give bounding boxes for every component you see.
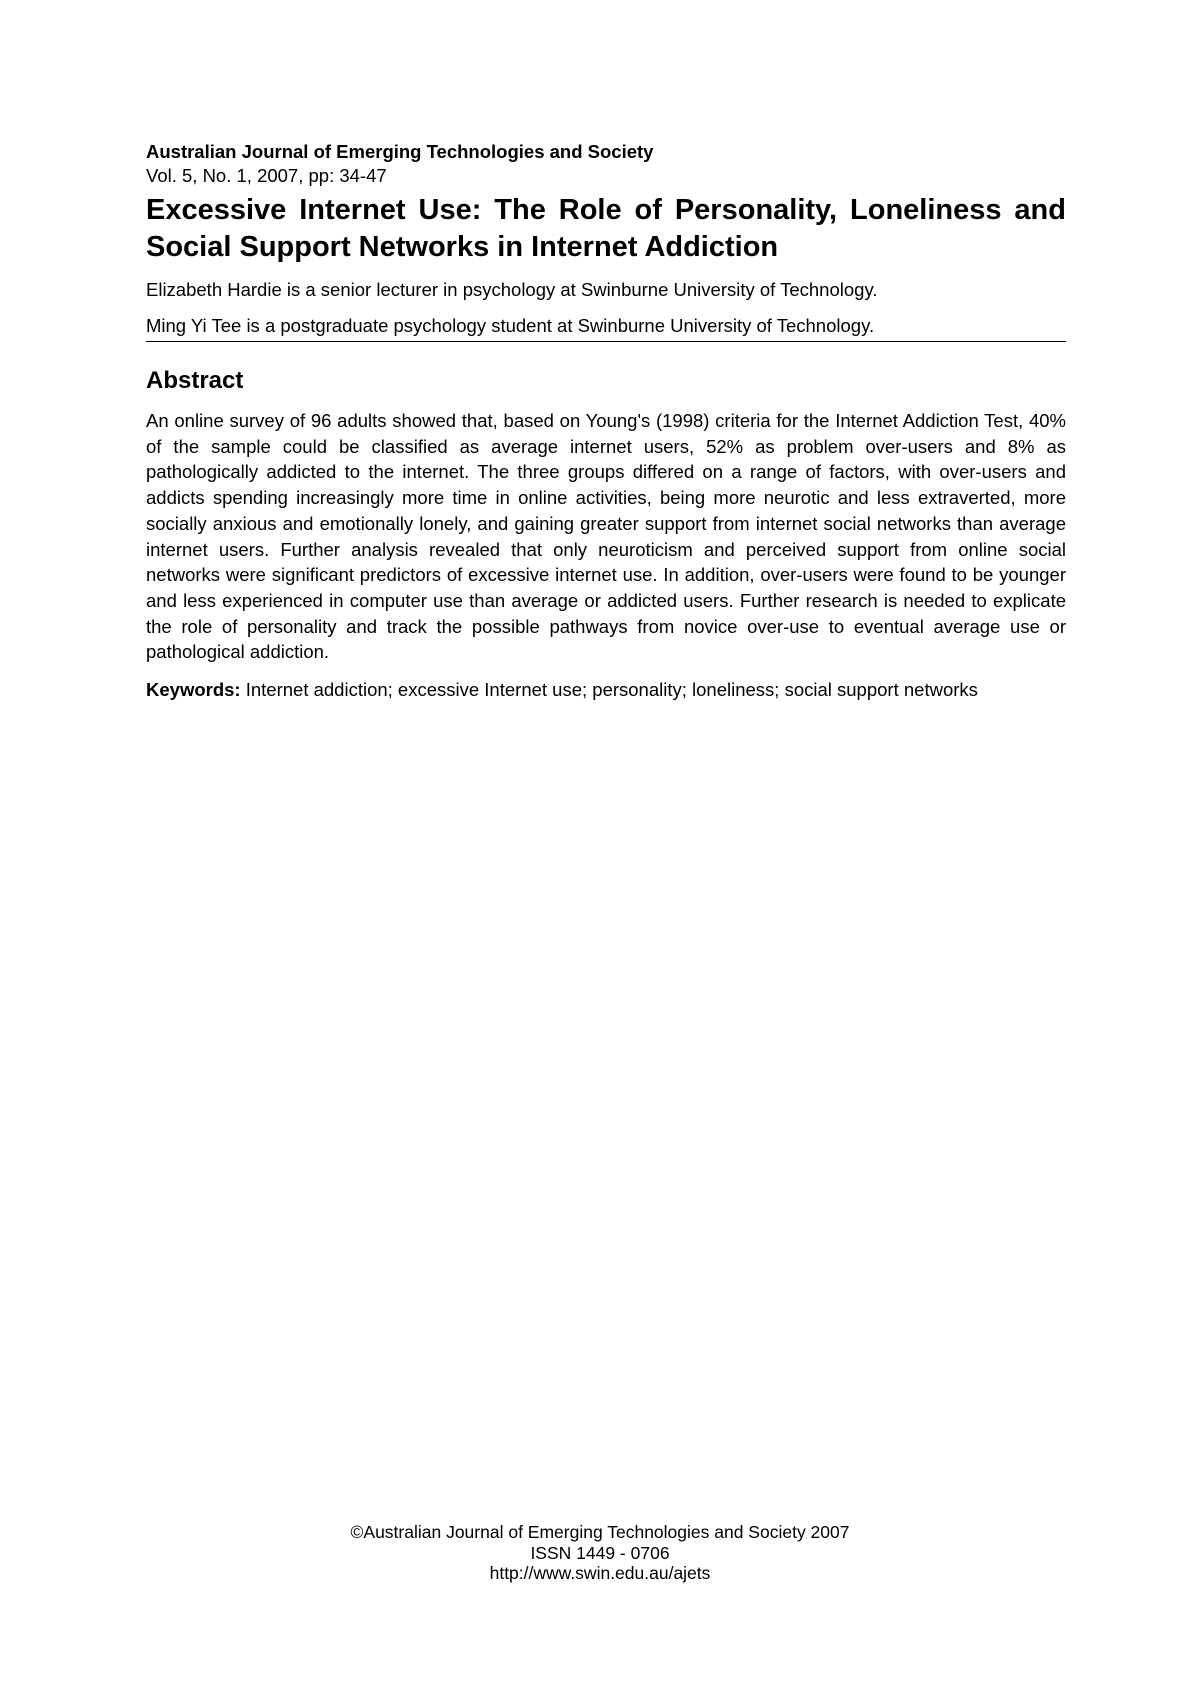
footer-copyright: ©Australian Journal of Emerging Technologies and Society 2007 xyxy=(350,1522,850,1542)
volume-info: Vol. 5, No. 1, 2007, pp: 34-47 xyxy=(146,165,387,186)
abstract-heading: Abstract xyxy=(146,367,244,394)
journal-name: Australian Journal of Emerging Technologies and Society xyxy=(146,141,654,162)
article-title: Excessive Internet Use: The Role of Personality, Loneliness and Social Support Networks in Internet Addiction xyxy=(146,194,1066,263)
author-note-1: Elizabeth Hardie is a senior lecturer in psychology at Swinburne University of Technology. xyxy=(146,279,878,300)
author-note-2: Ming Yi Tee is a postgraduate psychology student at Swinburne University of Technology. xyxy=(146,315,875,336)
page-footer xyxy=(0,1522,1200,1584)
keywords-label: Keywords: xyxy=(146,679,241,701)
keywords-text: Internet addiction; excessive Internet use; personality; loneliness; social support networks xyxy=(245,679,978,701)
paper-page xyxy=(146,140,1066,703)
footer-url[interactable]: http://www.swin.edu.au/ajets xyxy=(489,1563,711,1583)
keywords xyxy=(146,677,1066,703)
footer-issn: ISSN 1449 - 0706 xyxy=(530,1542,670,1563)
abstract-body: An online survey of 96 adults showed that, based on Young's (1998) criteria for the Internet Addiction Test, 40% of the sample could be classified as average internet users, 52% as problem over-users and 8% as pathologically addicted to the internet. The three groups differed on a range of factors, with over-users and addicts spending increasingly more time in online activities, being more neurotic and less extraverted, more socially anxious and emotionally lonely, and gaining greater support from internet social networks than average internet users. Further analysis revealed that only neuroticism and perceived support from online social networks were significant predictors of excessive internet use. In addition, over-users were found to be younger and less experienced in computer use than average or addicted users. Further research is needed to explicate the role of personality and track the possible pathways from novice over-use to eventual average use or pathological addiction. xyxy=(146,410,1066,663)
header-divider xyxy=(146,341,1066,342)
